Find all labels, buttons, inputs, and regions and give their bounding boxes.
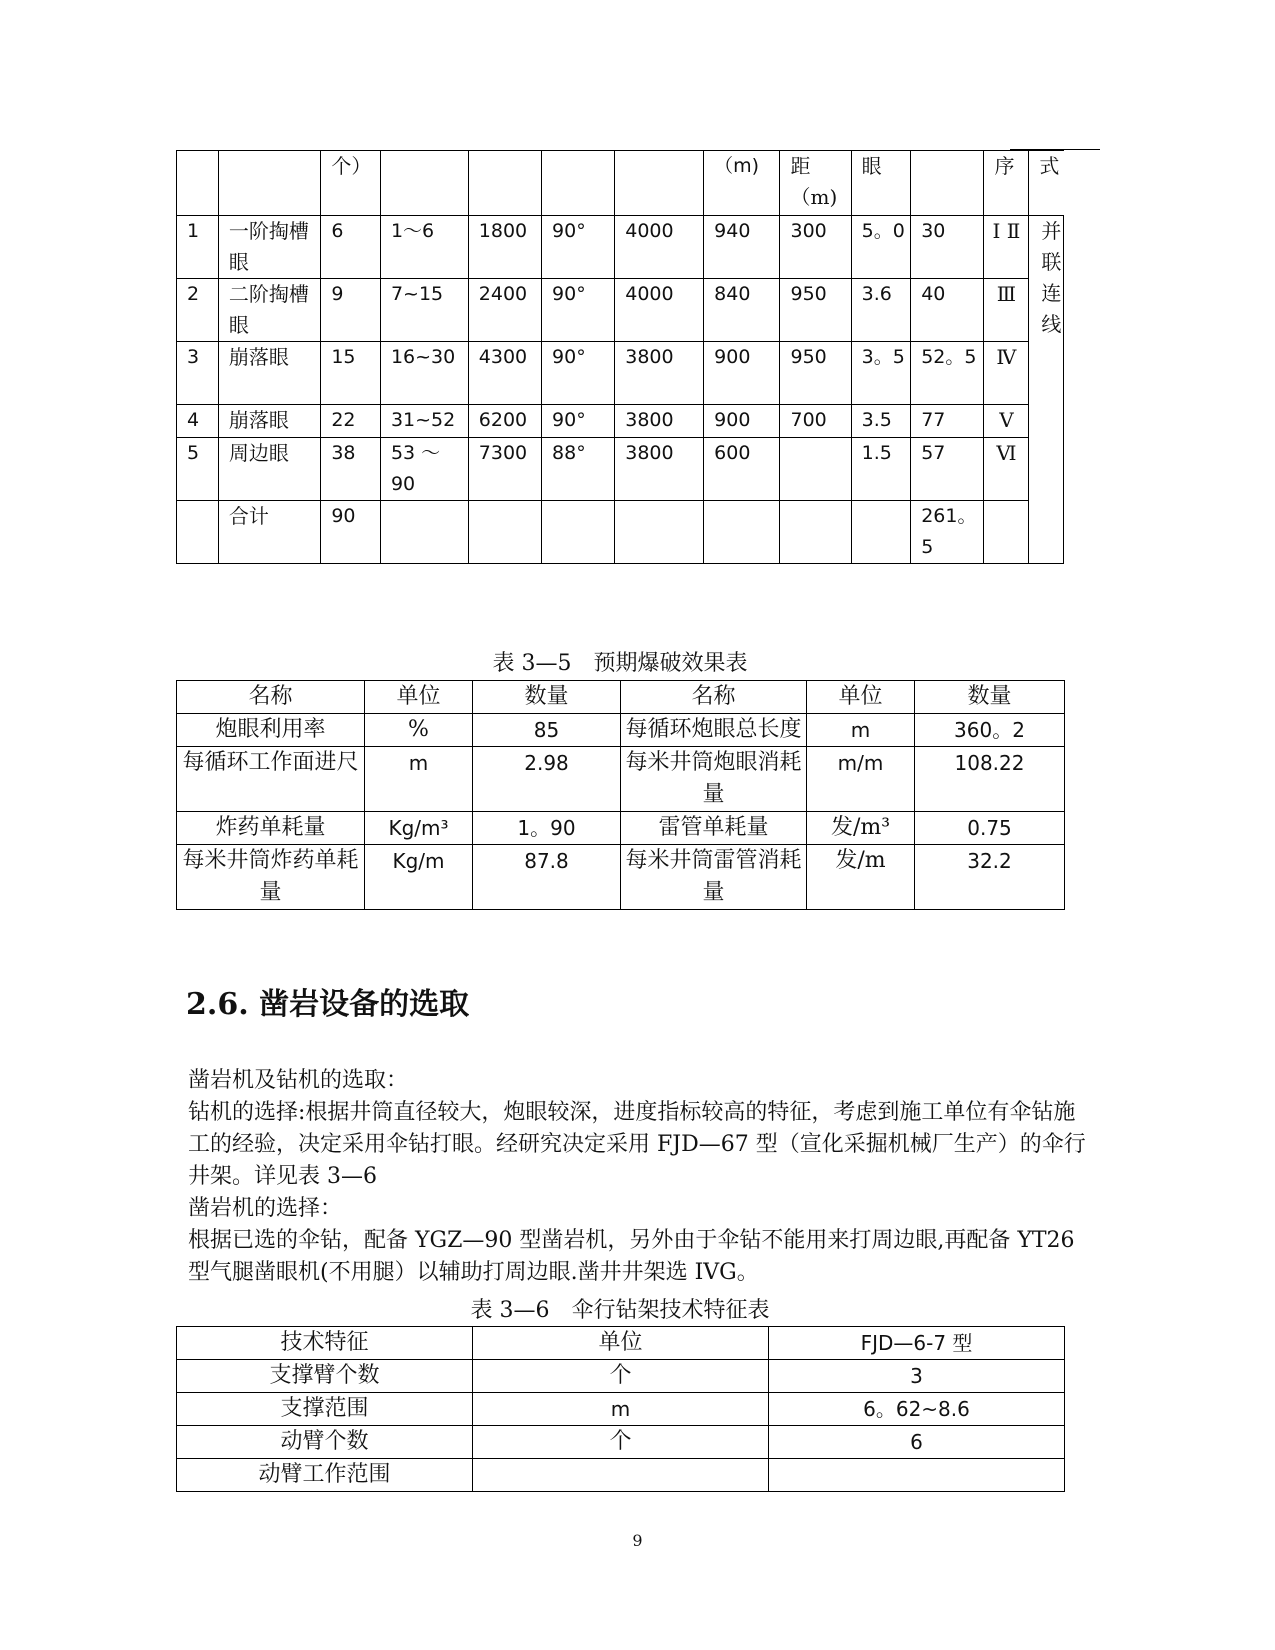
table-cell: 840: [704, 279, 780, 342]
table-cell: [984, 501, 1029, 564]
table-cell: 3。5: [851, 342, 911, 405]
table-cell: 53 ～ 90: [380, 438, 468, 501]
table-row: [177, 151, 1064, 216]
blasting-effect-table: [176, 680, 1065, 910]
table-cell: 2.98: [473, 747, 621, 812]
table-cell: 4300: [468, 342, 541, 405]
table-cell: [473, 1459, 769, 1492]
table-cell: 300: [780, 216, 851, 279]
table-cell: 距 （m): [780, 151, 851, 216]
table-cell: 6200: [468, 405, 541, 438]
blasting-parameter-table: [176, 150, 1064, 564]
table-cell: 2: [177, 279, 219, 342]
table-cell: [542, 151, 615, 216]
table-cell: [780, 501, 851, 564]
table-cell: 3: [177, 342, 219, 405]
table-cell: 3800: [615, 405, 704, 438]
paragraph: 凿岩机及钻机的选取：: [188, 1068, 409, 1093]
table-cell: 600: [704, 438, 780, 501]
table-cell: [769, 1459, 1065, 1492]
table-header-cell: 名称: [621, 681, 807, 714]
table-cell: %: [365, 714, 473, 747]
table-row: [177, 216, 1064, 279]
table-header-cell: 单位: [473, 1327, 769, 1360]
table-cell: 二阶掏槽眼: [218, 279, 321, 342]
table-cell: [780, 438, 851, 501]
table-cell: 3.5: [851, 405, 911, 438]
paragraph: 根据已选的伞钻，配备 YGZ—90 型凿岩机，另外由于伞钻不能用来打周边眼,再配备 YT26 型气腿凿眼机(不用腿）以辅助打周边眼.凿井井架选 IVG。: [188, 1228, 1075, 1285]
table-cell: 个: [473, 1426, 769, 1459]
table-cell: 900: [704, 405, 780, 438]
table-row: [177, 747, 1065, 812]
table-cell: 360。2: [915, 714, 1065, 747]
table-caption: 表 3—6 伞行钻架技术特征表: [470, 1298, 770, 1323]
table-cell: 9: [321, 279, 381, 342]
table-cell: 57: [911, 438, 984, 501]
table-cell: 4: [177, 405, 219, 438]
table-cell: 动臂工作范围: [177, 1459, 473, 1492]
table-cell: Ⅵ: [984, 438, 1029, 501]
table-cell: （m): [704, 151, 780, 216]
table-cell: 950: [780, 342, 851, 405]
table-cell: 2400: [468, 279, 541, 342]
table-cell: Ⅰ Ⅱ: [984, 216, 1029, 279]
table-cell: 一阶掏槽眼: [218, 216, 321, 279]
table-cell: 38: [321, 438, 381, 501]
table-cell: 3: [769, 1360, 1065, 1393]
table-cell: m: [473, 1393, 769, 1426]
table-cell: 支撑范围: [177, 1393, 473, 1426]
table-row: [177, 438, 1064, 501]
table-cell: 发/m³: [807, 812, 915, 845]
table-cell: 30: [911, 216, 984, 279]
table-row: [177, 405, 1064, 438]
table-cell: 950: [780, 279, 851, 342]
table-row: [177, 812, 1065, 845]
table-row: [177, 714, 1065, 747]
table-cell: m/m: [807, 747, 915, 812]
table-cell: 每米井筒雷管消耗量: [621, 845, 807, 910]
table-row: [177, 279, 1064, 342]
table-cell: 87.8: [473, 845, 621, 910]
table-cell: 5。0: [851, 216, 911, 279]
table-cell: 式: [1029, 151, 1064, 216]
table-cell: 4000: [615, 279, 704, 342]
table-cell: 1.5: [851, 438, 911, 501]
table-row: [177, 1459, 1065, 1492]
table-cell: 1。90: [473, 812, 621, 845]
table-header-cell: FJD—6-7 型: [769, 1327, 1065, 1360]
table-cell: [615, 151, 704, 216]
table-cell: 32.2: [915, 845, 1065, 910]
table-cell: 1: [177, 216, 219, 279]
table-cell: 每米井筒炸药单耗量: [177, 845, 365, 910]
page-number: 9: [632, 1531, 643, 1550]
table-cell: 4000: [615, 216, 704, 279]
table-cell: 0.75: [915, 812, 1065, 845]
table-cell: 3800: [615, 438, 704, 501]
table-cell: 序: [984, 151, 1029, 216]
table-header-row: [177, 681, 1065, 714]
table-cell: 90°: [542, 342, 615, 405]
table-row: [177, 1393, 1065, 1426]
table-cell: Ⅴ: [984, 405, 1029, 438]
table-cell: 1～6: [380, 216, 468, 279]
table-header-cell: 数量: [473, 681, 621, 714]
table-cell: [380, 151, 468, 216]
table-row: [177, 342, 1064, 405]
table-cell: 1800: [468, 216, 541, 279]
table-cell: 7300: [468, 438, 541, 501]
table-cell: 5: [177, 438, 219, 501]
table-cell: Kg/m³: [365, 812, 473, 845]
table-cell: 合计: [218, 501, 321, 564]
table-cell: 动臂个数: [177, 1426, 473, 1459]
table-cell: 6: [769, 1426, 1065, 1459]
table-cell: 炮眼利用率: [177, 714, 365, 747]
table-cell: 7~15: [380, 279, 468, 342]
table-row: [177, 845, 1065, 910]
table-caption: 表 3—5 预期爆破效果表: [492, 651, 748, 676]
table-cell: 700: [780, 405, 851, 438]
table-cell: 6: [321, 216, 381, 279]
table-cell: 3.6: [851, 279, 911, 342]
connection-method-cell: 并联连线: [1029, 216, 1064, 564]
table-cell: 90°: [542, 216, 615, 279]
table-row: [177, 1360, 1065, 1393]
table-cell: [542, 501, 615, 564]
table-cell: 个: [473, 1360, 769, 1393]
table-header-cell: 名称: [177, 681, 365, 714]
paragraph: 钻机的选择:根据井筒直径较大，炮眼较深，进度指标较高的特征，考虑到施工单位有伞钻施工的经验，决定采用伞钻打眼。经研究决定采用 FJD—67 型（宣化采掘机械厂生产）的伞行井架。详见表 3—6: [188, 1100, 1086, 1189]
table-cell: [177, 151, 219, 216]
table-header-cell: 技术特征: [177, 1327, 473, 1360]
table-cell: 支撑臂个数: [177, 1360, 473, 1393]
table-cell: 周边眼: [218, 438, 321, 501]
table-cell: 3800: [615, 342, 704, 405]
table-cell: [380, 501, 468, 564]
table-cell: m: [807, 714, 915, 747]
table-cell: 85: [473, 714, 621, 747]
table-cell: 31~52: [380, 405, 468, 438]
table-cell: 77: [911, 405, 984, 438]
table-cell: 90: [321, 501, 381, 564]
table-cell: 40: [911, 279, 984, 342]
table-cell: 每米井筒炮眼消耗量: [621, 747, 807, 812]
table-cell: 每循环工作面进尺: [177, 747, 365, 812]
table-cell: 个）: [321, 151, 381, 216]
table-header-cell: 单位: [365, 681, 473, 714]
table-header-row: [177, 1327, 1065, 1360]
table-cell: 每循环炮眼总长度: [621, 714, 807, 747]
table-cell: 发/m: [807, 845, 915, 910]
table-cell: [218, 151, 321, 216]
table-cell: 15: [321, 342, 381, 405]
table-cell: 眼: [851, 151, 911, 216]
table-cell: [177, 501, 219, 564]
table-cell: Ⅳ: [984, 342, 1029, 405]
table-cell: 90°: [542, 279, 615, 342]
table-cell: 108.22: [915, 747, 1065, 812]
table-cell: 崩落眼: [218, 342, 321, 405]
table-cell: Ⅲ: [984, 279, 1029, 342]
table-cell: [851, 501, 911, 564]
table-cell: m: [365, 747, 473, 812]
table-cell: 雷管单耗量: [621, 812, 807, 845]
table-cell: 22: [321, 405, 381, 438]
table-row: [177, 501, 1064, 564]
table-row: [177, 1426, 1065, 1459]
table-cell: [468, 151, 541, 216]
table-header-cell: 数量: [915, 681, 1065, 714]
drill-rig-spec-table: [176, 1326, 1065, 1492]
table-cell: 炸药单耗量: [177, 812, 365, 845]
table-header-cell: 单位: [807, 681, 915, 714]
table-cell: 52。5: [911, 342, 984, 405]
table-cell: 崩落眼: [218, 405, 321, 438]
table-cell: [615, 501, 704, 564]
table-cell: 261。5: [911, 501, 984, 564]
section-heading: 2.6. 凿岩设备的选取: [186, 987, 470, 1022]
table-cell: [704, 501, 780, 564]
table-cell: 900: [704, 342, 780, 405]
table-cell: [468, 501, 541, 564]
table-cell: 6。62~8.6: [769, 1393, 1065, 1426]
paragraph: 凿岩机的选择：: [188, 1196, 343, 1221]
table-cell: 940: [704, 216, 780, 279]
table-cell: Kg/m: [365, 845, 473, 910]
table-cell: 90°: [542, 405, 615, 438]
table-cell: 16~30: [380, 342, 468, 405]
table-cell: 88°: [542, 438, 615, 501]
table-cell: [911, 151, 984, 216]
